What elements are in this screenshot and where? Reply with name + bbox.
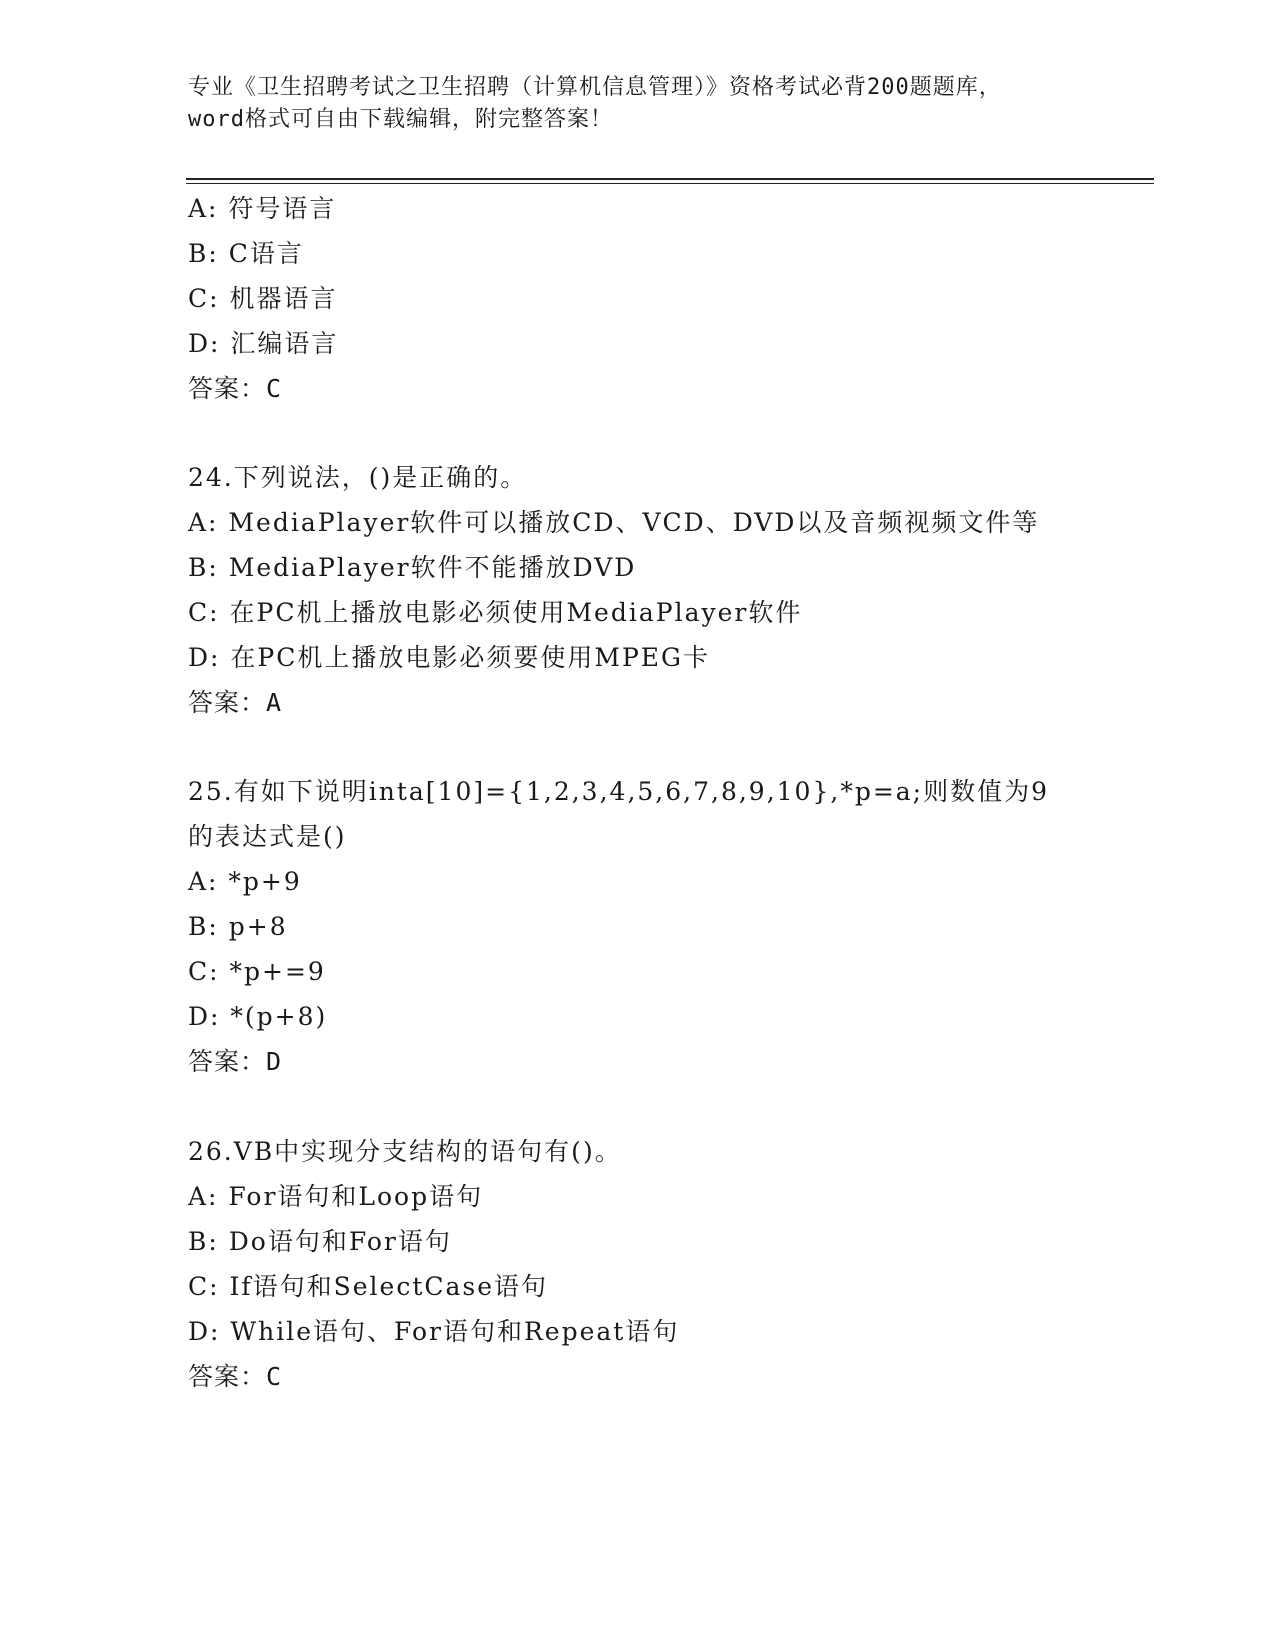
header-line-1: 专业《卫生招聘考试之卫生招聘（计算机信息管理）》资格考试必背200题题库， bbox=[188, 75, 1002, 100]
q26-option-b: B: Do语句和For语句 bbox=[188, 1227, 452, 1256]
q24-option-d: D: 在PC机上播放电影必须要使用MPEG卡 bbox=[188, 643, 711, 672]
q25-answer: 答案：D bbox=[188, 1047, 283, 1076]
q26-stem: 26.VB中实现分支结构的语句有()。 bbox=[188, 1137, 622, 1166]
q25-option-d: D: *(p+8) bbox=[188, 1002, 328, 1031]
header-divider-thin bbox=[186, 183, 1154, 184]
q24-answer: 答案：A bbox=[188, 688, 283, 717]
q24-option-a: A: MediaPlayer软件可以播放CD、VCD、DVD以及音频视频文件等 bbox=[188, 508, 1040, 537]
q26-option-c: C: If语句和SelectCase语句 bbox=[188, 1272, 549, 1301]
header-divider-thick bbox=[186, 178, 1154, 180]
q23-option-c: C: 机器语言 bbox=[188, 284, 338, 313]
q25-stem-line-2: 的表达式是() bbox=[188, 822, 347, 851]
q26-option-a: A: For语句和Loop语句 bbox=[188, 1182, 484, 1211]
q23-option-d: D: 汇编语言 bbox=[188, 329, 339, 358]
q26-answer: 答案：C bbox=[188, 1362, 283, 1391]
q25-option-c: C: *p+=9 bbox=[188, 957, 326, 986]
q25-option-b: B: p+8 bbox=[188, 912, 288, 941]
q23-answer: 答案：C bbox=[188, 374, 283, 403]
q25-stem-line-1: 25.有如下说明inta[10]={1,2,3,4,5,6,7,8,9,10},*p=a;则数值为9 bbox=[188, 777, 1049, 806]
q24-option-b: B: MediaPlayer软件不能播放DVD bbox=[188, 553, 637, 582]
q24-stem: 24.下列说法，()是正确的。 bbox=[188, 463, 528, 492]
q24-option-c: C: 在PC机上播放电影必须使用MediaPlayer软件 bbox=[188, 598, 803, 627]
q23-option-a: A: 符号语言 bbox=[188, 194, 337, 223]
q25-option-a: A: *p+9 bbox=[188, 867, 302, 896]
document-header bbox=[188, 72, 1088, 136]
q26-option-d: D: While语句、For语句和Repeat语句 bbox=[188, 1317, 680, 1346]
header-line-2: word格式可自由下载编辑，附完整答案！ bbox=[188, 107, 613, 132]
q23-option-b: B: C语言 bbox=[188, 239, 304, 268]
